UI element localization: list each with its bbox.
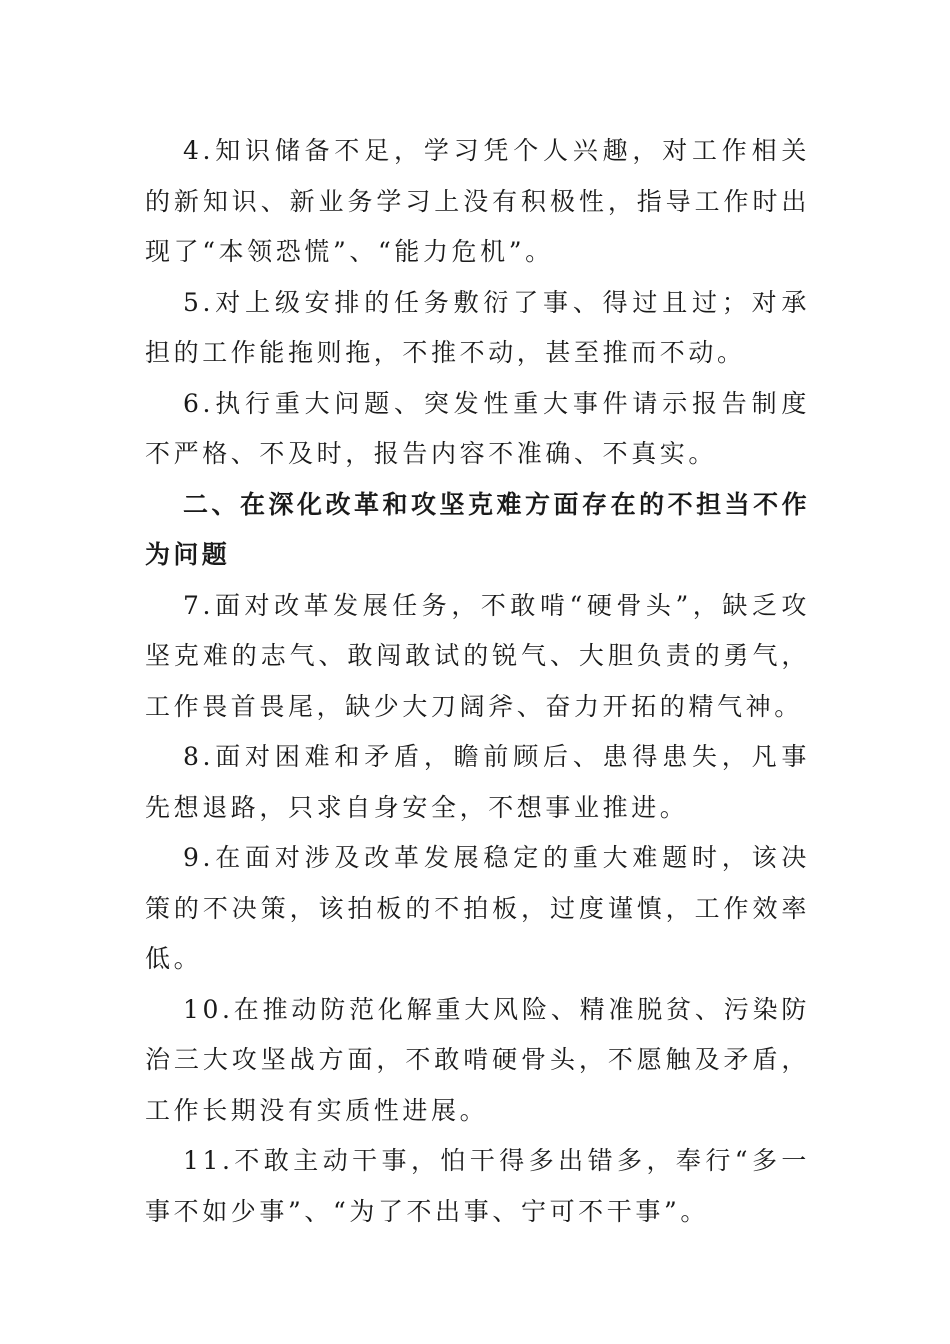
document-body: [145, 126, 810, 1237]
paragraph-item-5: 5.对上级安排的任务敷衍了事、得过且过；对承担的工作能拖则拖，不推不动，甚至推而不动。: [145, 287, 810, 367]
paragraph-item-6: 6.执行重大问题、突发性重大事件请示报告制度不严格、不及时，报告内容不准确、不真实。: [145, 388, 810, 468]
paragraph-item-9: 9.在面对涉及改革发展稳定的重大难题时，该决策的不决策，该拍板的不拍板，过度谨慎，工作效率低。: [145, 843, 810, 973]
paragraph-item-4: 4.知识储备不足，学习凭个人兴趣，对工作相关的新知识、新业务学习上没有积极性，指导工作时出现了“本领恐慌”、“能力危机”。: [145, 136, 810, 266]
paragraph-item-11: 11.不敢主动干事，怕干得多出错多，奉行“多一事不如少事”、“为了不出事、宁可不干事”。: [145, 1146, 810, 1226]
section-heading-2: 二、在深化改革和攻坚克难方面存在的不担当不作为问题: [145, 489, 810, 569]
paragraph-item-10: 10.在推动防范化解重大风险、精准脱贫、污染防治三大攻坚战方面，不敢啃硬骨头，不愿触及矛盾，工作长期没有实质性进展。: [145, 994, 810, 1125]
paragraph-item-8: 8.面对困难和矛盾，瞻前顾后、患得患失，凡事先想退路，只求自身安全，不想事业推进。: [145, 742, 810, 822]
paragraph-item-7: 7.面对改革发展任务，不敢啃“硬骨头”，缺乏攻坚克难的志气、敢闯敢试的锐气、大胆负责的勇气，工作畏首畏尾，缺少大刀阔斧、奋力开拓的精气神。: [145, 590, 810, 721]
